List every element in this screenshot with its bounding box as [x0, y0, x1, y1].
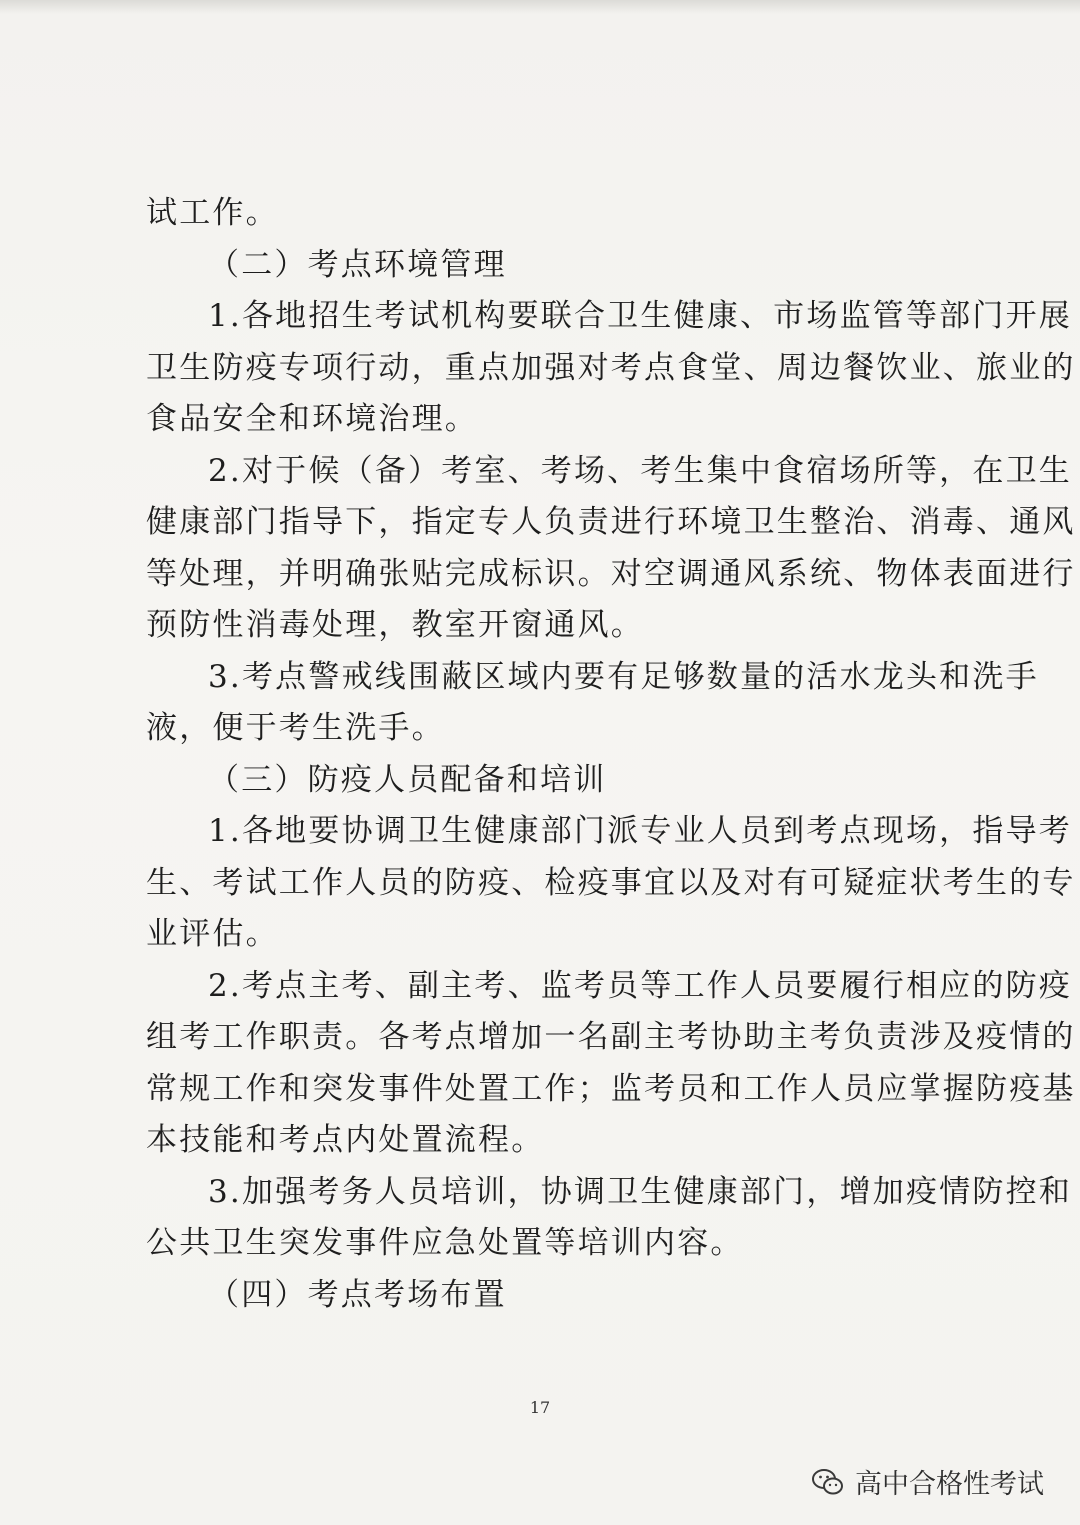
- text-line: 等处理，并明确张贴完成标识。对空调通风系统、物体表面进行: [146, 555, 1076, 592]
- text-line: 食品安全和环境治理。: [146, 401, 478, 437]
- text-line: 3.加强考务人员培训，协调卫生健康部门，增加疫情防控和: [208, 1173, 1072, 1210]
- text-line: 2.对于候（备）考室、考场、考生集中食宿场所等，在卫生: [208, 452, 1072, 489]
- scan-shadow: [0, 0, 1080, 14]
- watermark-text: 高中合格性考试: [855, 1469, 1044, 1500]
- text-line: 卫生防疫专项行动，重点加强对考点食堂、周边餐饮业、旅业的: [146, 349, 1076, 386]
- text-line: 预防性消毒处理，教室开窗通风。: [146, 607, 644, 643]
- text-line: 健康部门指导下，指定专人负责进行环境卫生整治、消毒、通风: [146, 504, 1076, 540]
- text-line: 液，便于考生洗手。: [146, 710, 445, 746]
- page-number: 17: [529, 1398, 551, 1417]
- wechat-icon: [811, 1467, 845, 1497]
- text-line: 2.考点主考、副主考、监考员等工作人员要履行相应的防疫: [208, 967, 1072, 1004]
- text-line: 试工作。: [146, 195, 279, 231]
- text-line: 1.各地招生考试机构要联合卫生健康、市场监管等部门开展: [208, 298, 1072, 334]
- text-line: 1.各地要协调卫生健康部门派专业人员到考点现场，指导考: [208, 813, 1072, 849]
- text-line: 生、考试工作人员的防疫、检疫事宜以及对有可疑症状考生的专: [146, 864, 1076, 901]
- section-heading: （三）防疫人员配备和培训: [208, 761, 607, 798]
- text-line: 组考工作职责。各考点增加一名副主考协助主考负责涉及疫情的: [146, 1019, 1076, 1055]
- text-line: 业评估。: [146, 916, 279, 952]
- text-line: 公共卫生突发事件应急处置等培训内容。: [146, 1225, 744, 1261]
- section-heading: （二）考点环境管理: [208, 246, 507, 283]
- text-line: 3.考点警戒线围蔽区域内要有足够数量的活水龙头和洗手: [208, 658, 1039, 695]
- watermark: [811, 1462, 1044, 1501]
- document-body: [146, 188, 1076, 1321]
- section-heading: （四）考点考场布置: [208, 1276, 507, 1313]
- text-line: 常规工作和突发事件处置工作；监考员和工作人员应掌握防疫基: [146, 1070, 1076, 1107]
- text-line: 本技能和考点内处置流程。: [146, 1122, 545, 1158]
